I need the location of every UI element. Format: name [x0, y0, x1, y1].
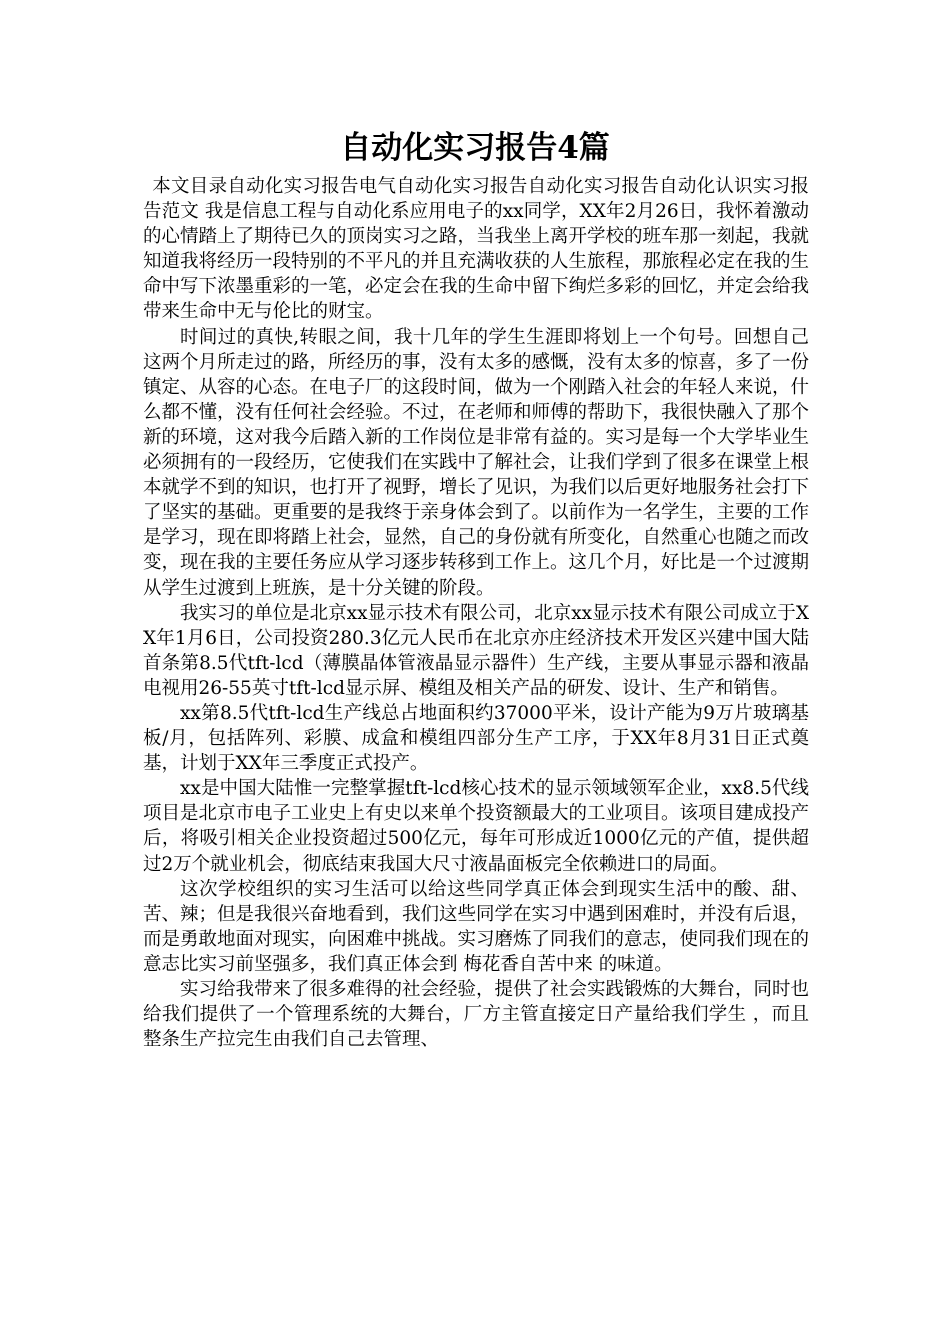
document-title: 自动化实习报告4篇	[340, 130, 610, 166]
paragraph-6: 这次学校组织的实习生活可以给这些同学真正体会到现实生活中的酸、甜、苦、辣；但是我很兴奋地看到，我们这些同学在实习中遇到困难时，并没有后退，而是勇敢地面对现实，向困难中挑战。实习磨炼了同我们的意志，使同我们现在的意志比实习前坚强多，我们真正体会到 梅花香自苦中来 的味道。	[143, 878, 810, 975]
paragraph-5: xx是中国大陆惟一完整掌握tft-lcd核心技术的显示领域领军企业，xx8.5代线项目是北京市电子工业史上有史以来单个投资额最大的工业项目。该项目建成投产后，将吸引相关企业投资超过500亿元，每年可形成近1000亿元的产值，提供超过2万个就业机会，彻底结束我国大尺寸液晶面板完全依赖进口的局面。	[143, 778, 810, 875]
paragraph-4: xx第8.5代tft-lcd生产线总占地面积约37000平米，设计产能为9万片玻璃基板/月，包括阵列、彩膜、成盒和模组四部分生产工序，于XX年8月31日正式奠基，计划于XX年三季度正式投产。	[143, 702, 809, 775]
paragraph-7: 实习给我带来了很多难得的社会经验，提供了社会实践锻炼的大舞台，同时也给我们提供了一个管理系统的大舞台，厂方主管直接定日产量给我们学生 ，而且整条生产拉完生由我们自己去管理、	[143, 979, 810, 1051]
paragraph-2: 时间过的真快,转眼之间，我十几年的学生生涯即将划上一个句号。回想自己这两个月所走过的路，所经历的事，没有太多的感慨，没有太多的惊喜，多了一份镇定、从容的心态。在电子厂的这段时间，做为一个刚踏入社会的年轻人来说，什么都不懂，没有任何社会经验。不过，在老师和师傅的帮助下，我很快融入了那个新的环境，这对我今后踏入新的工作岗位是非常有益的。实习是每一个大学毕业生必须拥有的一段经历，它使我们在实践中了解社会，让我们学到了很多在课堂上根本就学不到的知识，也打开了视野，增长了见识，为我们以后更好地服务社会打下了坚实的基础。更重要的是我终于亲身体会到了。以前作为一名学生，主要的工作是学习，现在即将踏上社会，显然，自己的身份就有所变化，自然重心也随之而改变，现在我的主要任务应从学习逐步转移到工作上。这几个月，好比是一个过渡期 从学生过渡到上班族，是十分关键的阶段。	[143, 326, 810, 599]
paragraph-3: 我实习的单位是北京xx显示技术有限公司，北京xx显示技术有限公司成立于XX年1月6日，公司投资280.3亿元人民币在北京亦庄经济技术开发区兴建中国大陆首条第8.5代tft-lcd（薄膜晶体管液晶显示器件）生产线，主要从事显示器和液晶电视用26-55英寸tft-lcd显示屏、模组及相关产品的研发、设计、生产和销售。	[143, 602, 809, 699]
paragraph-1: 本文目录自动化实习报告电气自动化实习报告自动化实习报告自动化认识实习报告范文 我是信息工程与自动化系应用电子的xx同学，XX年2月26日，我怀着激动的心情踏上了期待已久的顶岗实习之路，当我坐上离开学校的班车那一刻起，我就知道我将经历一段特别的不平凡的并且充满收获的人生旅程，那旅程必定在我的生命中写下浓墨重彩的一笔，必定会在我的生命中留下绚烂多彩的回忆，并定会给我带来生命中无与伦比的财宝。	[143, 176, 810, 323]
document-body	[143, 174, 809, 1052]
